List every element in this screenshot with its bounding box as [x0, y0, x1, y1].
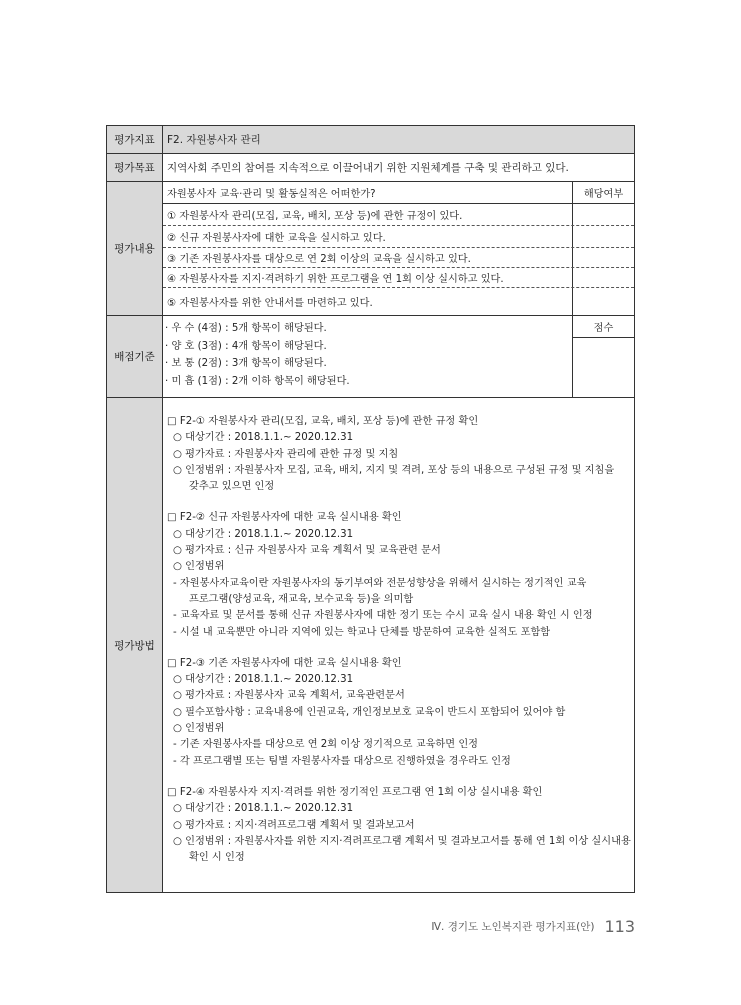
row-method — [107, 398, 634, 892]
row-indicator — [107, 126, 634, 154]
label-content: 평가내용 — [107, 182, 163, 315]
check-cell-4[interactable] — [572, 268, 634, 287]
content-item — [163, 268, 634, 288]
method-section-3 — [167, 656, 631, 770]
scoring-item: · 보 통 (2점) : 3개 항목이 해당된다. — [165, 358, 327, 369]
section-title: □ F2-② 신규 자원봉사자에 대한 교육 실시내용 확인 — [167, 512, 402, 524]
check-cell-1[interactable] — [572, 204, 634, 225]
content-item-3: ③ 기존 자원봉사자를 대상으로 연 2회 이상의 교육을 실시하고 있다. — [167, 254, 471, 265]
content-question: 자원봉사자 교육·관리 및 활동실적은 어떠한가? — [167, 189, 376, 200]
page-footer — [431, 917, 635, 936]
footer-text: Ⅳ. 경기도 노인복지관 평가지표(안) — [431, 921, 595, 933]
method-line: ○ 인정범위 — [173, 561, 225, 573]
content-item-1: ① 자원봉사자 관리(모집, 교육, 배치, 포상 등)에 관한 규정이 있다. — [167, 211, 463, 222]
label-indicator: 평가지표 — [107, 126, 163, 153]
scoring-item: · 미 흡 (1점) : 2개 이하 항목이 해당된다. — [165, 375, 350, 387]
scoring-items — [163, 316, 572, 397]
method-line: - 각 프로그램별 또는 팀별 자원봉사자를 대상으로 진행하였을 경우라도 인정 — [173, 755, 511, 767]
method-line: ○ 필수포함사항 : 교육내용에 인권교육, 개인정보보호 교육이 반드시 포함되어 있어야 함 — [173, 706, 566, 718]
content-item-5: ⑤ 자원봉사자를 위한 안내서를 마련하고 있다. — [167, 298, 373, 309]
score-header: 점수 — [573, 316, 634, 338]
method-line: ○ 대상기간 : 2018.1.1.~ 2020.12.31 — [173, 803, 354, 815]
method-line: ○ 평가자료 : 신규 자원봉사자 교육 계획서 및 교육관련 문서 — [173, 545, 441, 557]
method-line: 확인 시 인정 — [189, 852, 245, 864]
content-item — [163, 226, 634, 248]
row-goal — [107, 154, 634, 182]
label-goal: 평가목표 — [107, 154, 163, 181]
indicator-value: F2. 자원봉사자 관리 — [163, 126, 634, 153]
check-cell-2[interactable] — [572, 226, 634, 247]
content-item — [163, 288, 634, 315]
scoring-item: · 우 수 (4점) : 5개 항목이 해당된다. — [165, 323, 327, 334]
method-line: ○ 인정범위 : 자원봉사자 모집, 교육, 배치, 지지 및 격려, 포상 등의 내용으로 구성된 규정 및 지침을 — [173, 464, 615, 476]
method-line: ○ 인정범위 — [173, 723, 225, 735]
scoring-cell — [163, 316, 634, 397]
scoring-item: · 양 호 (3점) : 4개 항목이 해당된다. — [165, 340, 327, 352]
content-question-row — [163, 182, 634, 204]
method-line: 갖추고 있으면 인정 — [189, 481, 275, 493]
content-item-4: ④ 자원봉사자를 지지·격려하기 위한 프로그램을 연 1회 이상 실시하고 있다. — [167, 274, 504, 285]
method-line: ○ 평가자료 : 자원봉사자 교육 계획서, 교육관련문서 — [173, 690, 405, 702]
method-section-1 — [167, 414, 631, 495]
row-content — [107, 182, 634, 316]
check-cell-5[interactable] — [572, 288, 634, 315]
method-line: ○ 대상기간 : 2018.1.1.~ 2020.12.31 — [173, 528, 354, 540]
check-header: 해당여부 — [572, 182, 634, 203]
method-section-4 — [167, 785, 631, 866]
method-line: 프로그램(양성교육, 재교육, 보수교육 등)을 의미함 — [189, 593, 414, 605]
section-title: □ F2-① 자원봉사자 관리(모집, 교육, 배치, 포상 등)에 관한 규정 확인 — [167, 416, 479, 427]
method-body — [163, 398, 635, 892]
method-line: - 자원봉사자교육이란 자원봉사자의 동기부여와 전문성향상을 위해서 실시하는 정기적인 교육 — [173, 577, 587, 589]
content-item-2: ② 신규 자원봉사자에 대한 교육을 실시하고 있다. — [167, 233, 386, 244]
label-scoring: 배점기준 — [107, 316, 163, 397]
score-input-cell[interactable] — [573, 338, 634, 397]
score-column — [572, 316, 634, 397]
method-line: - 시설 내 교육뿐만 아니라 지역에 있는 학교나 단체를 방문하여 교육한 실적도 포함함 — [173, 626, 551, 638]
evaluation-table — [106, 125, 635, 893]
section-title: □ F2-③ 기존 자원봉사자에 대한 교육 실시내용 확인 — [167, 657, 402, 669]
row-scoring — [107, 316, 634, 398]
method-line: - 교육자료 및 문서를 통해 신규 자원봉사자에 대한 정기 또는 수시 교육 실시 내용 확인 시 인정 — [173, 610, 593, 622]
method-line: ○ 평가자료 : 자원봉사자 관리에 관한 규정 및 지침 — [173, 448, 399, 460]
method-section-2 — [167, 510, 631, 640]
content-item — [163, 248, 634, 268]
section-title: □ F2-④ 자원봉사자 지지·격려를 위한 정기적인 프로그램 연 1회 이상 실시내용 확인 — [167, 786, 543, 798]
page-number: 113 — [604, 917, 635, 936]
content-item — [163, 204, 634, 226]
check-cell-3[interactable] — [572, 248, 634, 267]
label-method: 평가방법 — [107, 398, 163, 892]
method-line: ○ 인정범위 : 자원봉사자를 위한 지지·격려프로그램 계획서 및 결과보고서를 통해 연 1회 이상 실시내용 — [173, 835, 631, 847]
method-line: ○ 대상기간 : 2018.1.1.~ 2020.12.31 — [173, 432, 354, 444]
method-line: ○ 대상기간 : 2018.1.1.~ 2020.12.31 — [173, 674, 354, 686]
method-line: - 기존 자원봉사자를 대상으로 연 2회 이상 정기적으로 교육하면 인정 — [173, 739, 479, 751]
content-grid — [163, 182, 634, 315]
method-line: ○ 평가자료 : 지지·격려프로그램 계획서 및 결과보고서 — [173, 819, 415, 831]
goal-value: 지역사회 주민의 참여를 지속적으로 이끌어내기 위한 지원체계를 구축 및 관리하고 있다. — [167, 162, 569, 174]
